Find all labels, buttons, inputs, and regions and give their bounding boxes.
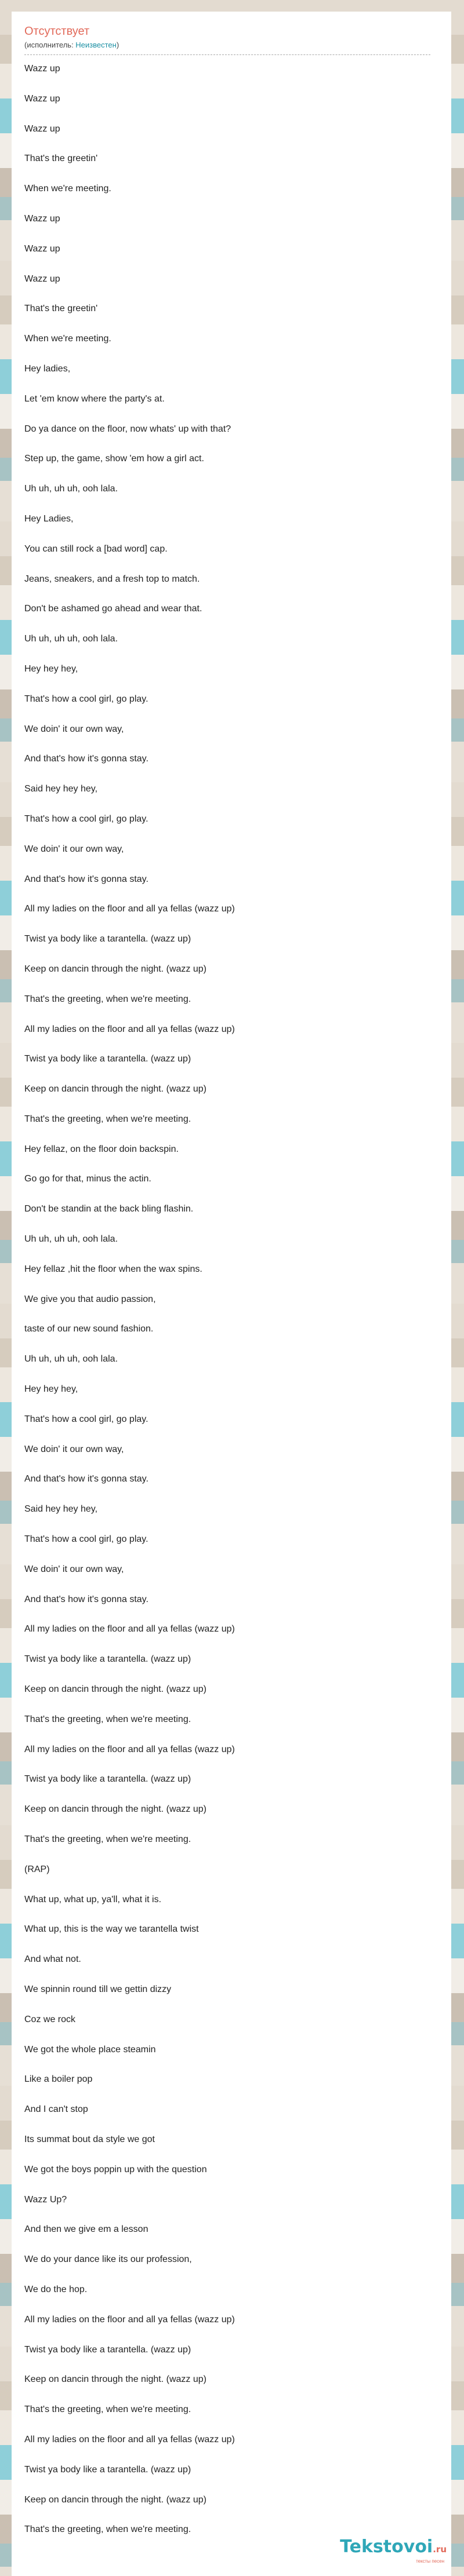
lyric-line: Wazz up xyxy=(24,123,60,134)
lyric-line: You can still rock a [bad word] cap. xyxy=(24,543,168,554)
artist-prefix: (исполнитель: xyxy=(24,41,76,49)
lyric-line: (RAP) xyxy=(24,1864,50,1874)
lyric-line: And I can't stop xyxy=(24,2104,88,2115)
lyrics-sheet xyxy=(12,12,451,2576)
lyric-line: Like a boiler pop xyxy=(24,2074,93,2085)
lyrics-body xyxy=(24,63,438,2554)
lyric-line: Said hey hey hey, xyxy=(24,1504,98,1515)
lyric-line: That's the greetin' xyxy=(24,154,98,164)
lyric-line: Do ya dance on the floor, now whats' up with that? xyxy=(24,424,231,434)
lyric-line: That's the greetin' xyxy=(24,304,98,314)
lyric-line: Step up, the game, show 'em how a girl act. xyxy=(24,454,204,464)
lyric-line: That's how a cool girl, go play. xyxy=(24,813,148,824)
artist-link[interactable]: Неизвестен xyxy=(75,41,117,49)
site-logo[interactable] xyxy=(340,2538,447,2564)
lyric-line: Uh uh, uh uh, ooh lala. xyxy=(24,1354,118,1364)
lyric-line: Wazz up xyxy=(24,243,60,254)
lyric-line: Keep on dancin through the night. (wazz up) xyxy=(24,964,206,974)
lyric-line: That's the greeting, when we're meeting. xyxy=(24,994,191,1004)
lyric-line: Wazz up xyxy=(24,213,60,224)
lyric-line: We doin' it our own way, xyxy=(24,1564,124,1574)
lyric-line: Uh uh, uh uh, ooh lala. xyxy=(24,634,118,644)
brand-tld: .ru xyxy=(433,2544,447,2555)
lyric-line: Wazz up xyxy=(24,93,60,104)
title-divider xyxy=(24,54,430,55)
lyric-line: We spinnin round till we gettin dizzy xyxy=(24,1984,172,1994)
song-title: Отсутствует xyxy=(24,25,90,38)
lyric-line: What up, this is the way we tarantella twist xyxy=(24,1924,199,1935)
lyric-line: And what not. xyxy=(24,1954,81,1965)
lyric-line: Let 'em know where the party's at. xyxy=(24,393,165,404)
lyric-line: When we're meeting. xyxy=(24,184,111,194)
lyric-line: We do your dance like its our profession, xyxy=(24,2254,192,2265)
lyric-line: That's the greeting, when we're meeting. xyxy=(24,1834,191,1845)
lyric-line: Twist ya body like a tarantella. (wazz up) xyxy=(24,1054,191,1064)
lyric-line: We doin' it our own way, xyxy=(24,844,124,854)
lyric-line: What up, what up, ya'll, what it is. xyxy=(24,1894,162,1904)
lyric-line: Hey hey hey, xyxy=(24,1384,78,1395)
lyric-line: Keep on dancin through the night. (wazz up) xyxy=(24,2494,206,2505)
lyric-line: And that's how it's gonna stay. xyxy=(24,874,148,884)
lyric-line: Wazz up xyxy=(24,273,60,284)
lyric-line: We do the hop. xyxy=(24,2284,88,2294)
lyric-line: Keep on dancin through the night. (wazz up) xyxy=(24,1084,206,1094)
brand-tagline: тексты песен xyxy=(416,2559,444,2564)
lyric-line: Go go for that, minus the actin. xyxy=(24,1174,151,1184)
lyric-line: Hey fellaz ,hit the floor when the wax spins. xyxy=(24,1264,202,1274)
lyric-line: Hey ladies, xyxy=(24,363,71,374)
lyric-line: All my ladies on the floor and all ya fellas (wazz up) xyxy=(24,2314,235,2325)
artist-suffix: ) xyxy=(116,41,119,49)
lyric-line: taste of our new sound fashion. xyxy=(24,1324,154,1334)
lyric-line: And then we give em a lesson xyxy=(24,2224,148,2235)
lyric-line: That's how a cool girl, go play. xyxy=(24,1534,148,1545)
lyric-line: Hey Ladies, xyxy=(24,513,74,524)
lyric-line: Keep on dancin through the night. (wazz up) xyxy=(24,2374,206,2385)
lyric-line: We got the boys poppin up with the question xyxy=(24,2164,207,2174)
artist-line xyxy=(24,41,438,50)
lyric-line: Keep on dancin through the night. (wazz up) xyxy=(24,1684,206,1695)
lyric-line: Wazz up xyxy=(24,64,60,74)
lyric-line: Wazz Up? xyxy=(24,2194,67,2205)
lyric-line: Its summat bout da style we got xyxy=(24,2134,155,2144)
lyric-line: And that's how it's gonna stay. xyxy=(24,1474,148,1484)
lyric-line: We got the whole place steamin xyxy=(24,2044,156,2055)
lyric-line: Don't be standin at the back bling flashin. xyxy=(24,1204,194,1214)
lyric-line: That's how a cool girl, go play. xyxy=(24,1414,148,1424)
lyric-line: That's the greeting, when we're meeting. xyxy=(24,2404,191,2415)
lyric-line: All my ladies on the floor and all ya fellas (wazz up) xyxy=(24,1024,235,1034)
brand-wordmark xyxy=(340,2538,447,2559)
lyric-line: That's the greeting, when we're meeting. xyxy=(24,2524,191,2535)
lyric-line: Hey fellaz, on the floor doin backspin. xyxy=(24,1144,179,1154)
lyric-line: Jeans, sneakers, and a fresh top to match. xyxy=(24,574,200,584)
lyric-line: And that's how it's gonna stay. xyxy=(24,1594,148,1604)
lyric-line: Twist ya body like a tarantella. (wazz up) xyxy=(24,2464,191,2475)
lyric-line: That's how a cool girl, go play. xyxy=(24,694,148,704)
lyric-line: Said hey hey hey, xyxy=(24,784,98,794)
lyric-line: When we're meeting. xyxy=(24,334,111,344)
lyric-line: Uh uh, uh uh, ooh lala. xyxy=(24,484,118,494)
lyric-line: Keep on dancin through the night. (wazz up) xyxy=(24,1804,206,1815)
lyric-line: Uh uh, uh uh, ooh lala. xyxy=(24,1234,118,1245)
lyric-line: We give you that audio passion, xyxy=(24,1294,156,1304)
lyric-line: We doin' it our own way, xyxy=(24,1444,124,1454)
lyric-line: We doin' it our own way, xyxy=(24,724,124,734)
brand-name: Tekstovoi xyxy=(340,2537,433,2557)
lyric-line: Don't be ashamed go ahead and wear that. xyxy=(24,604,202,614)
lyric-line: All my ladies on the floor and all ya fellas (wazz up) xyxy=(24,1624,235,1634)
lyric-line: All my ladies on the floor and all ya fellas (wazz up) xyxy=(24,1744,235,1754)
lyric-line: Coz we rock xyxy=(24,2014,76,2024)
lyric-line: All my ladies on the floor and all ya fellas (wazz up) xyxy=(24,904,235,914)
lyric-line: Hey hey hey, xyxy=(24,663,78,674)
lyric-line: Twist ya body like a tarantella. (wazz up) xyxy=(24,934,191,944)
lyric-line: That's the greeting, when we're meeting. xyxy=(24,1114,191,1124)
lyric-line: Twist ya body like a tarantella. (wazz up) xyxy=(24,1654,191,1665)
lyric-line: All my ladies on the floor and all ya fellas (wazz up) xyxy=(24,2434,235,2444)
lyric-line: And that's how it's gonna stay. xyxy=(24,754,148,764)
lyric-line: Twist ya body like a tarantella. (wazz up) xyxy=(24,2344,191,2355)
lyric-line: That's the greeting, when we're meeting. xyxy=(24,1714,191,1724)
lyric-line: Twist ya body like a tarantella. (wazz up) xyxy=(24,1774,191,1785)
